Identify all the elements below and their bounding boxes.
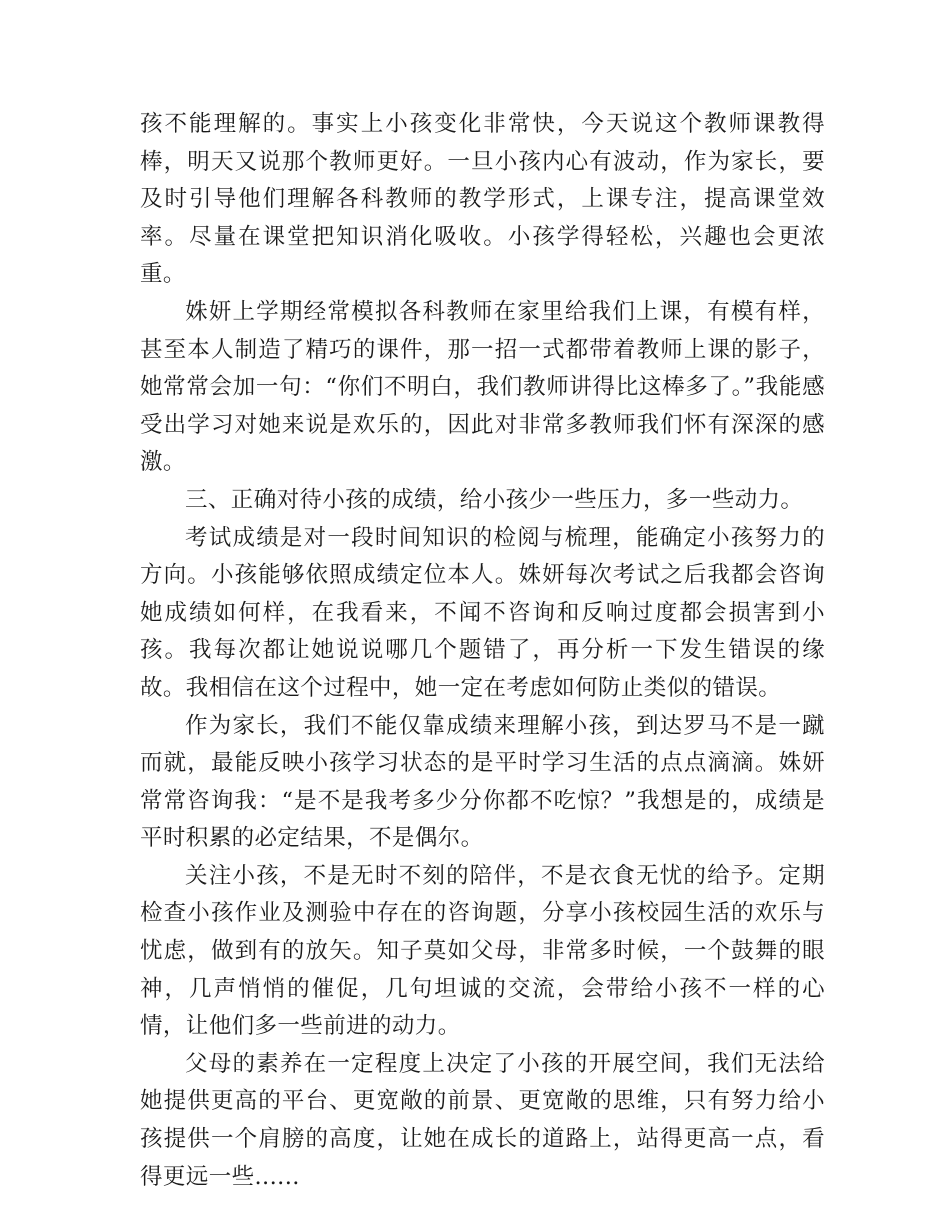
paragraph-7: 父母的素养在一定程度上决定了小孩的开展空间，我们无法给她提供更高的平台、更宽敞的前景、更宽敞的思维，只有努力给小孩提供一个肩膀的高度，让她在成长的道路上，站得更高一点，看得更远一些......: [140, 1050, 825, 1190]
section-heading-3: 三、正确对待小孩的成绩，给小孩少一些压力，多一些动力。: [185, 486, 804, 513]
paragraph-2: 姝妍上学期经常模拟各科教师在家里给我们上课，有模有样，甚至本人制造了精巧的课件，那一招一式都带着教师上课的影子，她常常会加一句：“你们不明白，我们教师讲得比这棒多了。”我能感受出学习对她来说是欢乐的，因此对非常多教师我们怀有深深的感激。: [140, 298, 825, 476]
paragraph-5: 作为家长，我们不能仅靠成绩来理解小孩，到达罗马不是一蹴而就，最能反映小孩学习状态的是平时学习生活的点点滴滴。姝妍常常咨询我：“是不是我考多少分你都不吃惊？”我想是的，成绩是平时积累的必定结果，不是偶尔。: [140, 712, 825, 852]
paragraph-1: 孩不能理解的。事实上小孩变化非常快，今天说这个教师课教得棒，明天又说那个教师更好。一旦小孩内心有波动，作为家长，要及时引导他们理解各科教师的教学形式，上课专注，提高课堂效率。尽量在课堂把知识消化吸收。小孩学得轻松，兴趣也会更浓重。: [140, 111, 825, 288]
paragraph-4: 考试成绩是对一段时间知识的检阅与梳理，能确定小孩努力的方向。小孩能够依照成绩定位本人。姝妍每次考试之后我都会咨询她成绩如何样，在我看来，不闻不咨询和反响过度都会损害到小孩。我每次都让她说说哪几个题错了，再分析一下发生错误的缘故。我相信在这个过程中，她一定在考虑如何防止类似的错误。: [140, 524, 825, 701]
paragraph-6: 关注小孩，不是无时不刻的陪伴，不是衣食无忧的给予。定期检查小孩作业及测验中存在的咨询题，分享小孩校园生活的欢乐与忧虑，做到有的放矢。知子莫如父母，非常多时候，一个鼓舞的眼神，几声悄悄的催促，几句坦诚的交流，会带给小孩不一样的心情，让他们多一些前进的动力。: [140, 862, 825, 1040]
document-body: [140, 106, 825, 1196]
